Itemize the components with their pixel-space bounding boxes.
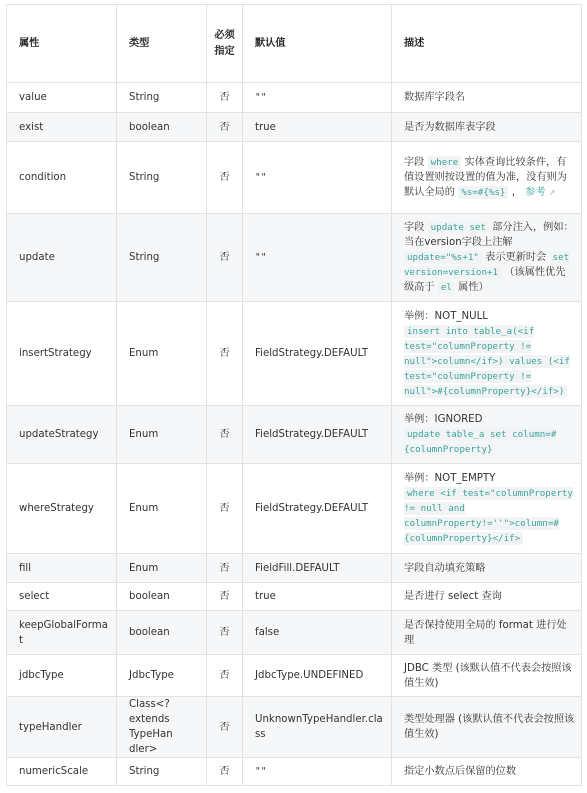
cell-default: FieldStrategy.DEFAULT <box>243 406 392 464</box>
cell-desc: 是否进行 select 查询 <box>392 583 582 611</box>
cell-name: whereStrategy <box>7 464 117 554</box>
desc-text: 字段 <box>404 157 425 168</box>
cell-type: boolean <box>117 113 207 142</box>
inline-code: update="%s+1" <box>404 251 482 264</box>
cell-name: condition <box>7 142 117 214</box>
cell-default: FieldFill.DEFAULT <box>243 554 392 583</box>
annotation-property-table <box>6 4 582 786</box>
header-type: 类型 <box>117 5 207 83</box>
cell-required: 否 <box>207 142 243 214</box>
cell-desc <box>392 302 582 406</box>
cell-name: select <box>7 583 117 611</box>
cell-type: String <box>117 83 207 113</box>
inline-code: update table_a set column=#{columnProperty} <box>404 429 557 455</box>
cell-name: updateStrategy <box>7 406 117 464</box>
cell-desc: 指定小数点后保留的位数 <box>392 758 582 786</box>
cell-required: 否 <box>207 611 243 655</box>
table-row <box>7 302 582 406</box>
table-row <box>7 655 582 697</box>
cell-desc <box>392 406 582 464</box>
cell-required: 否 <box>207 758 243 786</box>
cell-type: String <box>117 214 207 302</box>
cell-default: true <box>243 113 392 142</box>
header-desc: 描述 <box>392 5 582 83</box>
cell-desc <box>392 464 582 554</box>
cell-type: Class<? extends TypeHandler> <box>117 697 207 758</box>
inline-code: set version=version+1 <box>404 252 570 278</box>
inline-code: el <box>438 281 455 294</box>
external-link-icon[interactable]: ↗ <box>548 188 556 197</box>
table-row <box>7 583 582 611</box>
cell-required: 否 <box>207 583 243 611</box>
cell-required: 否 <box>207 83 243 113</box>
cell-type: Enum <box>117 302 207 406</box>
table-row <box>7 142 582 214</box>
header-default: 默认值 <box>243 5 392 83</box>
inline-code: where <if test="columnProperty != null and columnProperty!=''">column=#{columnProperty}</if> <box>404 488 573 544</box>
cell-type: boolean <box>117 583 207 611</box>
desc-text: 字段 <box>404 222 425 233</box>
cell-default: false <box>243 611 392 655</box>
table-row <box>7 611 582 655</box>
cell-name: keepGlobalFormat <box>7 611 117 655</box>
cell-name: numericScale <box>7 758 117 786</box>
cell-default: "" <box>243 83 392 113</box>
cell-required: 否 <box>207 554 243 583</box>
desc-text: 属性） <box>458 282 489 293</box>
cell-default: JdbcType.UNDEFINED <box>243 655 392 697</box>
inline-code: insert into table_a(<if test="columnProperty != null">column</if>) values (<if test="columnProperty != null">#{columnProperty}</if>) <box>404 325 570 397</box>
cell-desc: JDBC 类型 (该默认值不代表会按照该值生效) <box>392 655 582 697</box>
cell-required: 否 <box>207 113 243 142</box>
cell-default: "" <box>243 214 392 302</box>
cell-name: jdbcType <box>7 655 117 697</box>
cell-type: Enum <box>117 406 207 464</box>
cell-required: 否 <box>207 464 243 554</box>
table-row <box>7 697 582 758</box>
cell-default: true <box>243 583 392 611</box>
table-header-row <box>7 5 582 83</box>
cell-name: exist <box>7 113 117 142</box>
desc-text: （该属性优先级高于 <box>404 267 566 293</box>
cell-desc: 类型处理器 (该默认值不代表会按照该值生效) <box>392 697 582 758</box>
cell-required: 否 <box>207 302 243 406</box>
cell-desc <box>392 142 582 214</box>
table-row <box>7 113 582 142</box>
cell-required: 否 <box>207 655 243 697</box>
cell-desc: 是否保持使用全局的 format 进行处理 <box>392 611 582 655</box>
cell-required: 否 <box>207 214 243 302</box>
cell-type: Enum <box>117 464 207 554</box>
cell-name: fill <box>7 554 117 583</box>
reference-link[interactable]: 参考 <box>525 187 546 198</box>
cell-name: typeHandler <box>7 697 117 758</box>
cell-type: String <box>117 758 207 786</box>
desc-text: 部分注入，例如：当在version字段上注解 <box>404 222 574 248</box>
header-required: 必须指定 <box>207 5 243 83</box>
cell-type: JdbcType <box>117 655 207 697</box>
table-row <box>7 464 582 554</box>
cell-default: FieldStrategy.DEFAULT <box>243 464 392 554</box>
table-row <box>7 758 582 786</box>
cell-desc: 是否为数据库表字段 <box>392 113 582 142</box>
table-row <box>7 554 582 583</box>
cell-required: 否 <box>207 406 243 464</box>
table-row <box>7 406 582 464</box>
cell-desc: 字段自动填充策略 <box>392 554 582 583</box>
desc-text: 实体查询比较条件，有值设置则按设置的值为准，没有则为默认全局的 <box>404 157 567 198</box>
desc-text: 表示更新时会 <box>485 252 547 263</box>
cell-desc: 数据库字段名 <box>392 83 582 113</box>
inline-code: where <box>428 156 462 169</box>
cell-default: FieldStrategy.DEFAULT <box>243 302 392 406</box>
cell-name: insertStrategy <box>7 302 117 406</box>
table-row <box>7 83 582 113</box>
cell-default: "" <box>243 142 392 214</box>
cell-type: Enum <box>117 554 207 583</box>
cell-type: String <box>117 142 207 214</box>
desc-text: ， <box>511 187 522 198</box>
desc-text: 举例：NOT_EMPTY <box>404 473 496 484</box>
cell-desc <box>392 214 582 302</box>
cell-required: 否 <box>207 697 243 758</box>
desc-text: 举例：IGNORED <box>404 414 483 425</box>
cell-type: boolean <box>117 611 207 655</box>
cell-name: value <box>7 83 117 113</box>
inline-code: %s=#{%s} <box>458 186 508 199</box>
cell-default: UnknownTypeHandler.class <box>243 697 392 758</box>
header-attr: 属性 <box>7 5 117 83</box>
cell-name: update <box>7 214 117 302</box>
table-row <box>7 214 582 302</box>
inline-code: update set <box>428 221 489 234</box>
desc-text: 举例：NOT_NULL <box>404 310 488 322</box>
cell-default: "" <box>243 758 392 786</box>
